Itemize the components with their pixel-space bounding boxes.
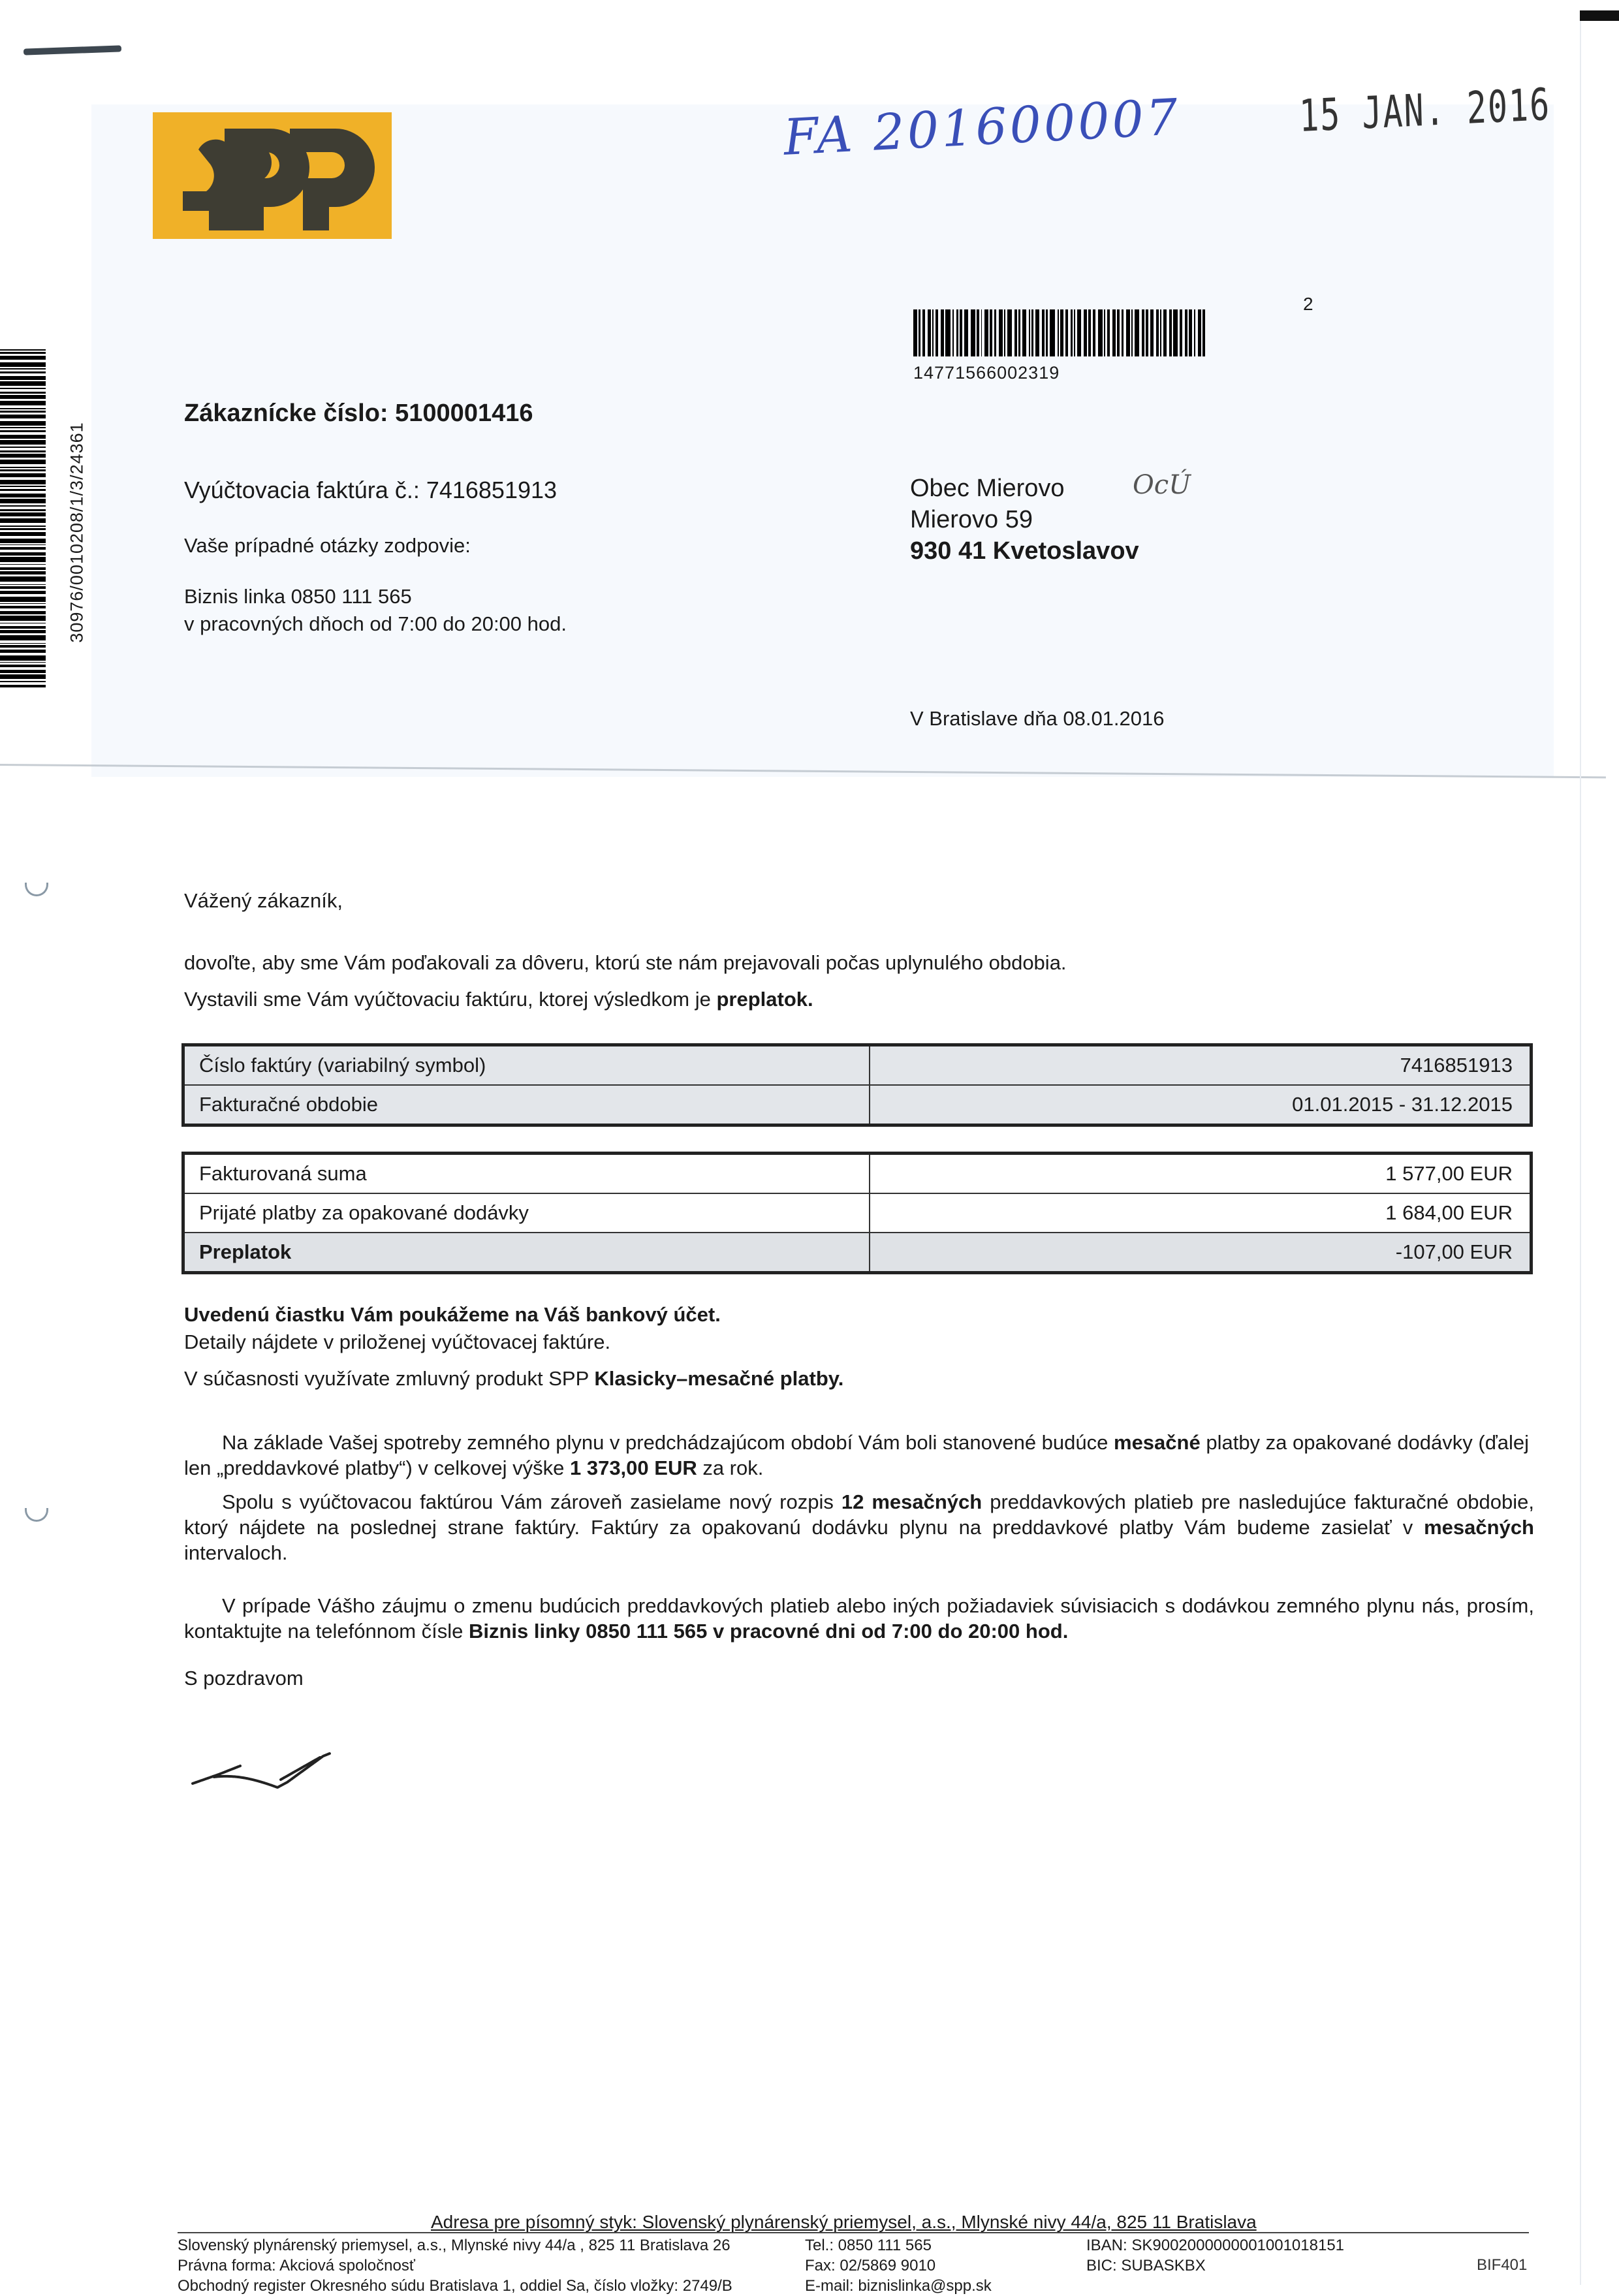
barcode-bar [1014, 309, 1017, 356]
barcode-bar [0, 447, 46, 448]
barcode-bar [1074, 309, 1075, 356]
barcode-bar [0, 539, 46, 543]
place-date: V Bratislave dňa 08.01.2016 [910, 707, 1165, 730]
barcode-bar [0, 489, 46, 492]
closing: S pozdravom [184, 1667, 304, 1690]
barcode-bar [0, 467, 46, 468]
barcode-bar [0, 526, 46, 527]
footer-line: Obchodný register Okresného súdu Bratislava 1, oddiel Sa, číslo vložky: 2749/B [178, 2277, 732, 2295]
barcode-bar [0, 591, 46, 594]
barcode-bar [1189, 309, 1193, 356]
text-bold: mesačných [1424, 1516, 1534, 1539]
barcode-bar [0, 623, 46, 624]
result-keyword: preplatok. [716, 988, 813, 1011]
barcode-bar [941, 309, 945, 356]
barcode-bar [0, 662, 46, 663]
footer-line: Právna forma: Akciová spoločnosť [178, 2257, 415, 2274]
barcode-bar [0, 528, 46, 531]
barcode-bar [0, 665, 46, 667]
barcode-bar [922, 309, 925, 356]
barcode-bar [0, 674, 46, 679]
invoice-info-table [181, 1043, 1533, 1127]
barcode-bar [1022, 309, 1026, 356]
received-date-stamp: 15 JAN. 2016 [1298, 78, 1552, 142]
barcode-bar [1169, 309, 1172, 356]
barcode-bar [0, 597, 46, 601]
footer-contact [805, 2235, 992, 2296]
barcode-bar [1093, 309, 1095, 356]
schedule-paragraph [184, 1489, 1534, 1565]
barcode-bar [0, 368, 46, 370]
footer-company-info [178, 2235, 732, 2296]
result-paragraph [184, 988, 813, 1011]
greeting: Vážený zákazník, [184, 889, 343, 912]
barcode-bar [0, 454, 46, 457]
refund-notice: Uvedenú čiastku Vám poukážeme na Váš bankový účet. [184, 1303, 721, 1326]
barcode-bar [1042, 309, 1045, 356]
barcode-bar [0, 552, 46, 556]
barcode-bar [0, 392, 46, 394]
product-line [184, 1367, 843, 1391]
recipient-name: Obec Mierovo [910, 475, 1065, 502]
barcode-number: 14771566002319 [913, 363, 1060, 383]
barcode-bar [1104, 309, 1105, 356]
annual-amount: 1 373,00 EUR [569, 1456, 697, 1479]
barcode-bar [0, 408, 46, 409]
barcode-bar [1202, 309, 1205, 356]
product-text: V súčasnosti využívate zmluvný produkt SPP [184, 1367, 595, 1390]
barcode-bar [0, 626, 46, 629]
spp-logo [153, 112, 392, 239]
barcode-bar [0, 401, 46, 405]
barcode-bar [0, 532, 46, 535]
result-text: Vystavili sme Vám vyúčtovaciu faktúru, ktorej výsledkom je [184, 988, 717, 1011]
barcode-bar [0, 616, 46, 620]
barcode-bar [1126, 309, 1130, 356]
product-name: Klasicky–mesačné platby. [594, 1367, 844, 1390]
barcode-bar [0, 586, 46, 589]
footer-bic: BIC: SUBASKBX [1086, 2257, 1206, 2274]
page-number: 2 [1303, 294, 1313, 314]
text: Spolu s vyúčtovacou faktúrou Vám zároveň zasielame nový rozpis [222, 1490, 841, 1513]
barcode-bar [1060, 309, 1064, 356]
barcode-bar [1050, 309, 1054, 356]
barcode-bar [0, 584, 46, 586]
barcode-bar [0, 349, 46, 351]
barcode-bar [0, 499, 46, 503]
barcode-bar [952, 309, 954, 356]
barcode-bar [935, 309, 938, 356]
table-label: Preplatok [183, 1233, 870, 1273]
footer-iban: IBAN: SK9002000000001001018151 [1086, 2237, 1345, 2254]
barcode-bar [0, 371, 46, 374]
barcode-bar [1185, 309, 1187, 356]
barcode-bar [0, 576, 46, 581]
text: za rok. [697, 1456, 764, 1479]
text-bold: mesačné [1114, 1431, 1201, 1454]
barcode-bar [0, 469, 46, 472]
barcode-bar [984, 309, 988, 356]
barcode-bar [0, 486, 46, 487]
spp-logo-icon [153, 112, 392, 239]
barcode-bar [1146, 309, 1148, 356]
recipient-address [910, 473, 1139, 567]
barcode-bar [1035, 309, 1039, 356]
form-code: BIF401 [1477, 2256, 1528, 2274]
contact-bold: Biznis linky 0850 111 565 v pracovné dni od 7:00 do 20:00 hod. [468, 1620, 1069, 1643]
barcode-bar [0, 643, 46, 644]
barcode-bar [928, 309, 932, 356]
barcode-bar [0, 630, 46, 633]
refund-block [184, 1301, 721, 1356]
barcode-bar [1098, 309, 1103, 356]
side-barcode [0, 349, 46, 689]
handwritten-note: OcÚ [1133, 470, 1191, 500]
barcode-bar [1122, 309, 1124, 356]
barcode-bar [1131, 309, 1133, 356]
barcode-bar [0, 564, 46, 565]
table-row [183, 1045, 1532, 1086]
barcode-bar [0, 685, 46, 687]
barcode-bar [1058, 309, 1059, 356]
barcode-bar [999, 309, 1003, 356]
barcode-bar [0, 435, 46, 438]
barcode-bar [960, 309, 962, 356]
table-row [183, 1085, 1532, 1125]
barcode-bar [0, 547, 46, 550]
amounts-table [181, 1152, 1533, 1274]
recipient-city: 930 41 Kvetoslavov [910, 537, 1139, 565]
barcode-bar [1150, 309, 1154, 356]
footer-phone: Tel.: 0850 111 565 [805, 2237, 932, 2254]
barcode-bar [1160, 309, 1161, 356]
barcode-bar [1156, 309, 1159, 356]
barcode-bar [0, 544, 46, 546]
barcode-bar [964, 309, 968, 356]
barcode [913, 309, 1207, 356]
barcode-bar [1018, 309, 1021, 356]
barcode-bar [1194, 309, 1195, 356]
barcode-bar [0, 557, 46, 561]
barcode-bar [1112, 309, 1116, 356]
barcode-bar [0, 421, 46, 426]
table-value: 1 684,00 EUR [870, 1193, 1532, 1233]
payments-paragraph [184, 1430, 1534, 1481]
text: platby za opakované dodávky (ďalej len „preddavkové platby“) v celkovej výške [184, 1431, 1530, 1479]
barcode-bar [932, 309, 934, 356]
text: preddavkových platieb pre nasledujúce fakturačné obdobie, ktorý nájdete na poslednej strane faktúry. Faktúry za opakovanú dodávku plynu na preddavkové platby Vám budeme zasielať v [184, 1490, 1534, 1539]
barcode-bar [0, 430, 46, 433]
barcode-bar [0, 645, 46, 648]
barcode-bar [994, 309, 997, 356]
text-bold: 12 mesačných [841, 1490, 982, 1513]
barcode-bar [913, 309, 917, 356]
barcode-bar [0, 480, 46, 484]
barcode-bar [0, 415, 46, 418]
table-value: -107,00 EUR [870, 1233, 1532, 1273]
signature [189, 1737, 359, 1802]
customer-number: Zákaznícke číslo: 5100001416 [184, 400, 533, 427]
barcode-bar [0, 650, 46, 653]
barcode-bar [981, 309, 982, 356]
text: V prípade Vášho záujmu o zmenu budúcich preddavkových platieb alebo iných požiadaviek súvisiacich s dodávkou zemného plynu nás, prosím, kontaktujte na telefónnom čísle [184, 1594, 1534, 1643]
barcode-bar [1173, 309, 1178, 356]
hotline-hours: v pracovných dňoch od 7:00 do 20:00 hod. [184, 612, 567, 635]
barcode-bar [0, 635, 46, 640]
barcode-bar [0, 518, 46, 523]
table-value: 1 577,00 EUR [870, 1154, 1532, 1194]
footer-divider [178, 2232, 1529, 2233]
punch-hole-mark [25, 883, 48, 896]
hotline-number: Biznis linka 0850 111 565 [184, 585, 412, 608]
barcode-bar [919, 309, 921, 356]
barcode-bar [1077, 309, 1081, 356]
text: intervaloch. [184, 1541, 288, 1564]
barcode-bar [0, 450, 46, 453]
footer-fax: Fax: 02/5869 9010 [805, 2257, 936, 2274]
barcode-bar [1065, 309, 1068, 356]
barcode-bar [0, 362, 46, 367]
scanner-edge-mark [1580, 10, 1619, 21]
barcode-bar [971, 309, 975, 356]
barcode-bar [1004, 309, 1005, 356]
table-value: 01.01.2015 - 31.12.2015 [870, 1085, 1532, 1125]
barcode-bar [0, 655, 46, 660]
side-code: 30976/0010208/1/3/24361 [67, 422, 87, 643]
footer-bank [1086, 2235, 1344, 2276]
thanks-paragraph: dovoľte, aby sme Vám poďakovali za dôveru, ktorú ste nám prejavovali počas uplynulého obdobia. [184, 951, 1067, 974]
details-note: Detaily nájdete v priloženej vyúčtovacej faktúre. [184, 1330, 611, 1353]
barcode-bar [0, 571, 46, 574]
barcode-bar [1117, 309, 1120, 356]
barcode-bar [0, 611, 46, 614]
barcode-bar [0, 356, 46, 359]
table-row [183, 1193, 1532, 1233]
table-label: Fakturačné obdobie [183, 1085, 870, 1125]
mailing-address: Adresa pre písomný styk: Slovenský plynárenský priemysel, a.s., Mlynské nivy 44/a, 825 11 Bratislava [431, 2212, 1257, 2232]
barcode-bar [0, 512, 46, 516]
scan-mark [24, 45, 121, 55]
table-label: Číslo faktúry (variabilný symbol) [183, 1045, 870, 1086]
barcode-bar [1142, 309, 1144, 356]
questions-label: Vaše prípadné otázky zodpovie: [184, 534, 471, 557]
barcode-bar [0, 381, 46, 386]
barcode-bar [1135, 309, 1139, 356]
barcode-bar [1084, 309, 1088, 356]
table-value: 7416851913 [870, 1045, 1532, 1086]
recipient-street: Mierovo 59 [910, 506, 1033, 533]
barcode-bar [0, 509, 46, 512]
barcode-bar [0, 505, 46, 507]
barcode-bar [1029, 309, 1030, 356]
barcode-bar [0, 395, 46, 398]
barcode-bar [0, 376, 46, 379]
barcode-bar [0, 606, 46, 608]
barcode-bar [0, 681, 46, 682]
barcode-bar [0, 411, 46, 413]
barcode-bar [956, 309, 959, 356]
barcode-bar [990, 309, 992, 356]
table-row [183, 1154, 1532, 1194]
punch-hole-mark [25, 1508, 48, 1522]
barcode-bar [0, 473, 46, 477]
footer-line: Slovenský plynárenský priemysel, a.s., Mlynské nivy 44/a , 825 11 Bratislava 26 [178, 2237, 731, 2254]
barcode-bar [0, 567, 46, 570]
barcode-bar [1031, 309, 1034, 356]
hotline-info [184, 583, 567, 638]
barcode-bar [0, 603, 46, 605]
contact-paragraph [184, 1593, 1534, 1644]
barcode-bar [1046, 309, 1048, 356]
text: Na základe Vašej spotreby zemného plynu v predchádzajúcom období Vám boli stanovené budúce [222, 1431, 1114, 1454]
paper-edge [1580, 13, 1581, 2285]
barcode-bar [0, 388, 46, 389]
barcode-bar [0, 670, 46, 673]
barcode-bar [945, 309, 950, 356]
footer-email[interactable]: E-mail: biznislinka@spp.sk [805, 2277, 992, 2295]
barcode-bar [1107, 309, 1110, 356]
table-label: Fakturovaná suma [183, 1154, 870, 1194]
barcode-bar [1198, 309, 1202, 356]
barcode-bar [1163, 309, 1167, 356]
barcode-bar [1180, 309, 1182, 356]
handwritten-reference: FA 201600007 [782, 87, 1182, 166]
barcode-bar [0, 460, 46, 464]
invoice-number: Vyúčtovacia faktúra č.: 7416851913 [184, 477, 558, 503]
barcode-bar [0, 494, 46, 497]
barcode-bar [1088, 309, 1091, 356]
barcode-bar [0, 427, 46, 428]
barcode-bar [0, 440, 46, 445]
barcode-bar [1071, 309, 1073, 356]
barcode-bar [0, 352, 46, 354]
barcode-bar [1007, 309, 1012, 356]
barcode-bar [977, 309, 979, 356]
table-label: Prijaté platby za opakované dodávky [183, 1193, 870, 1233]
table-row-total [183, 1233, 1532, 1273]
